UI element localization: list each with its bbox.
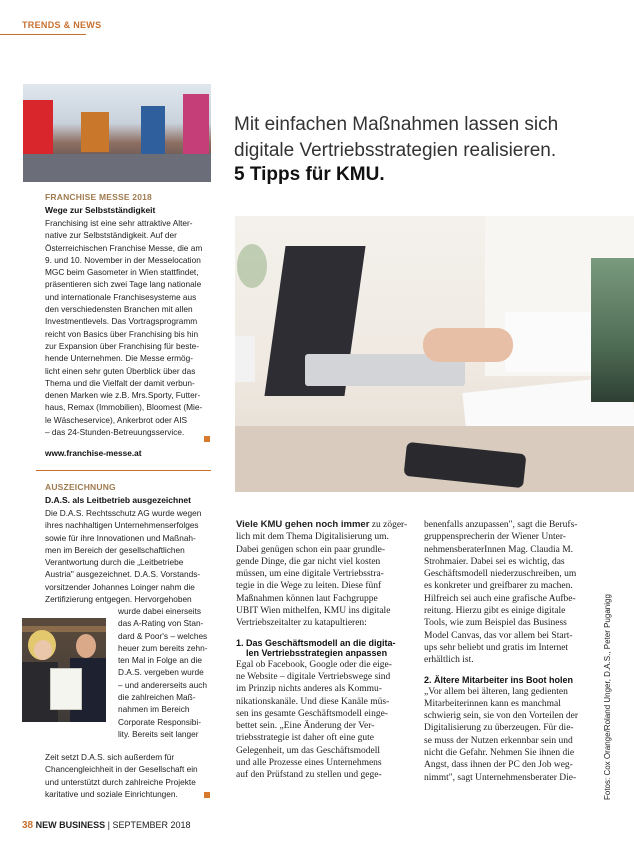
award-photo: [22, 618, 106, 722]
article-column-1: Viele KMU gehen noch immer zu zöger- lich mit dem Thema Digitalisierung um. Dabei genügen schon ein paar grundle- gende Dinge, die gar nicht viel kosten müssen, um eine digitale Vertriebsstra- tegie in die Wege zu leiten. Diese fünf Maßnahmen können laut Fachgruppe UBIT Wien mithelfen, KMU ins digitale Vertriebszeitalter zu katapultieren: 1. Das Geschäftsmodell an die digita- len Vertriebsstrategien anpassen Egal ob Facebook, Google oder die eige- ne Website – digitale Vertriebswege sind im Prinzip nichts anderes als Kommu- nikationskanäle. Und diese Kanäle müs- sen ins gesamte Geschäftsmodell einge- bettet sein. „Eine Änderung der Ver- triebsstrategie ist daher oft eine gute Gelegenheit, um das Geschäftsmodell und alle Prozesse eines Unternehmens auf den Prüfstand zu stellen und gege-: [236, 519, 414, 782]
magazine-name: NEW BUSINESS: [35, 820, 106, 830]
section-tag: TRENDS & NEWS: [22, 20, 102, 30]
footer-separator: |: [107, 820, 111, 830]
franchise-title: Wege zur Selbstständigkeit: [45, 205, 156, 215]
franchise-body: Franchising ist eine sehr attraktive Alter- native zur Selbstständigkeit. Auf der Österreichischen Franchise Messe, die am 9. und 10. November in der Messelocation MGC beim Gasometer in Wien stattfindet, präsentieren sich zwei Tage lang nationale und internationale Franchisesysteme aus den verschiedensten Branchen mit allen Investmentlevels. Das Vortragsprogramm reicht von Basics über Franchising bis hin zur Expansion über Franchising für beste- hende Unternehmen. Die Messe ermög- licht einen sehr guten Überblick über das Thema und die Vielfalt der damit verbun- denen Marken wie z.B. Mrs.Sporty, Futter- haus, Remax (Immobilien), Bloomest (Mie- le Wäscheservice), Ankerbrot oder AIS – das 24-Stunden-Betreuungsservice.: [45, 218, 203, 438]
end-marker-icon: [204, 436, 210, 442]
article-headline: Mit einfachen Maßnahmen lassen sich digitale Vertriebsstrategien realisieren.: [234, 114, 559, 161]
article-column-2: benenfalls anzupassen", sagt die Berufs- gruppensprecherin der Wiener Unter- nehmensberaterInnen Mag. Claudia M. Strohmaier. Dabei sei es wichtig, das Geschäftsmodell niederzuschreiben, um es konkreter und greifbarer zu machen. Hilfreich sei auch eine grafische Aufbe- reitung. Hierzu gibt es einige digitale Tools, wie zum Beispiel das Business Model Canvas, das vor allem bei Start- ups sehr beliebt und gratis im Internet erhältlich ist. 2. Ältere Mitarbeiter ins Boot holen „Vor allem bei älteren, lang gedienten Mitarbeiterinnen kann es manchmal schwierig sein, sie von den Vorteilen der Digitalisierung zu überzeugen. Für die- se muss der Nutzen erkennbar sein und nicht die Gefahr. Nehmen Sie ihnen die Angst, dass ihnen der PC den Job weg- nimmt", sagt Unternehmensberater Die-: [424, 519, 602, 784]
box-divider: [36, 470, 211, 471]
article-subheadline: 5 Tipps für KMU.: [234, 164, 385, 185]
section-divider: [0, 34, 86, 35]
award-title: D.A.S. als Leitbetrieb ausgezeichnet: [45, 495, 191, 505]
inset-photo: [591, 258, 634, 402]
section-heading: 2. Ältere Mitarbeiter ins Boot holen: [424, 674, 574, 685]
award-kicker: AUSZEICHNUNG: [45, 482, 116, 492]
issue-date: SEPTEMBER 2018: [112, 820, 191, 830]
page-number: 38: [22, 820, 34, 831]
franchise-link[interactable]: www.franchise-messe.at: [45, 448, 142, 458]
award-body-top: Die D.A.S. Rechtsschutz AG wurde wegen ihres nachhaltigen Unternehmenserfolges sowie für ihre Innovationen und Maßnah- men im Bereich der gesellschaftlichen Verantwortung durch die „Leitbetriebe Austria" ausgezeichnet. D.A.S. Vorstands- vorsitzender Johannes Loinger nahm die Zertifizierung entgegen. Hervorgehoben: [45, 508, 202, 605]
franchise-kicker: FRANCHISE MESSE 2018: [45, 192, 152, 202]
franchise-expo-photo: [23, 84, 211, 182]
section-heading: 1. Das Geschäftsmodell an die digita- len Vertriebsstrategien anpassen: [236, 637, 396, 658]
laptop-photo: [235, 216, 634, 492]
award-body-narrow: wurde dabei einerseits das A-Rating von Stan- dard & Poor's – welches heuer zum bereits zehn- ten Mal in Folge an die D.A.S. vergeben wurde – und andererseits auch die zahlreichen Maß- nahmen im Bereich Corporate Responsibi- lity. Bereits seit langer: [118, 606, 208, 739]
award-body-tail: Zeit setzt D.A.S. sich außerdem für Chancengleichheit in der Gesellschaft ein und unterstützt durch zahlreiche Projekte karitative und soziale Einrichtungen.: [45, 752, 198, 799]
page-footer: [22, 820, 191, 831]
end-marker-icon: [204, 792, 210, 798]
photo-credit: Fotos: Cox Orange/Roland Unger, D.A.S., Peter Puganigg: [603, 594, 612, 800]
